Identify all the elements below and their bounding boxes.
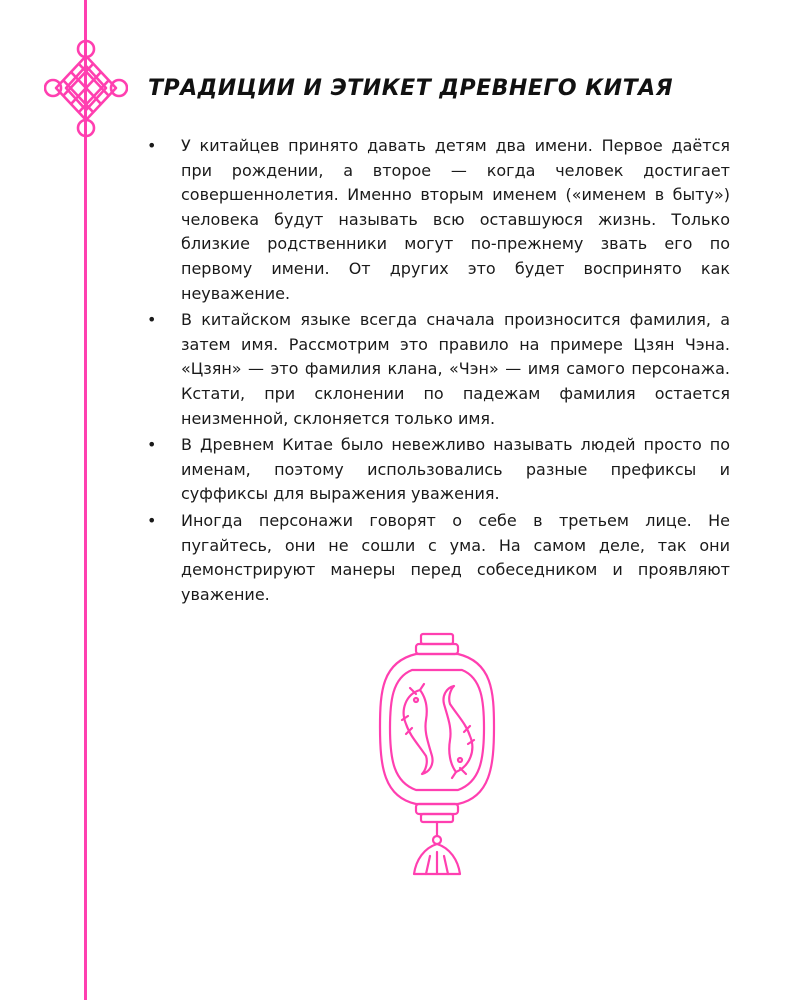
list-item: [147, 509, 730, 607]
list-item: [147, 134, 730, 306]
bullet-list: [147, 134, 730, 609]
bullet-marker: •: [147, 310, 157, 330]
chinese-lantern-koi-icon: [376, 632, 498, 882]
bullet-text: У китайцев принято давать детям два имени. Первое даётся при рождении, а второе — когда человек достигает совершеннолетия. Именно вторым именем («именем в быту») человека будут называть всю оставшуюся жизнь. Только близкие родственники могут по-прежнему звать его по первому имени. От других это будет воспринято как неуважение.: [181, 136, 730, 303]
list-item: [147, 308, 730, 431]
bullet-text: В Древнем Китае было невежливо называть людей просто по именам, поэтому использовались разные префиксы и суффиксы для выражения уважения.: [181, 435, 730, 504]
bullet-marker: •: [147, 136, 157, 155]
bullet-marker: •: [147, 510, 157, 530]
decorative-vertical-line: [84, 0, 87, 1000]
page-title: ТРАДИЦИИ И ЭТИКЕТ ДРЕВНЕГО КИТАЯ: [148, 76, 674, 101]
endless-knot-icon: [44, 36, 128, 142]
bullet-marker: •: [147, 435, 157, 455]
bullet-text: Иногда персонажи говорят о себе в третьем лице. Не пугайтесь, они не сошли с ума. На самом деле, так они демонстрируют манеры перед собеседником и проявляют уважение.: [181, 510, 730, 604]
list-item: [147, 433, 730, 507]
bullet-text: В китайском языке всегда сначала произносится фамилия, а затем имя. Рассмотрим это правило на примере Цзян Чэна. «Цзян» — это фамилия клана, «Чэн» — имя самого персонажа. Кстати, при склонении по падежам фамилия остается неизменной, склоняется только имя.: [181, 310, 730, 428]
